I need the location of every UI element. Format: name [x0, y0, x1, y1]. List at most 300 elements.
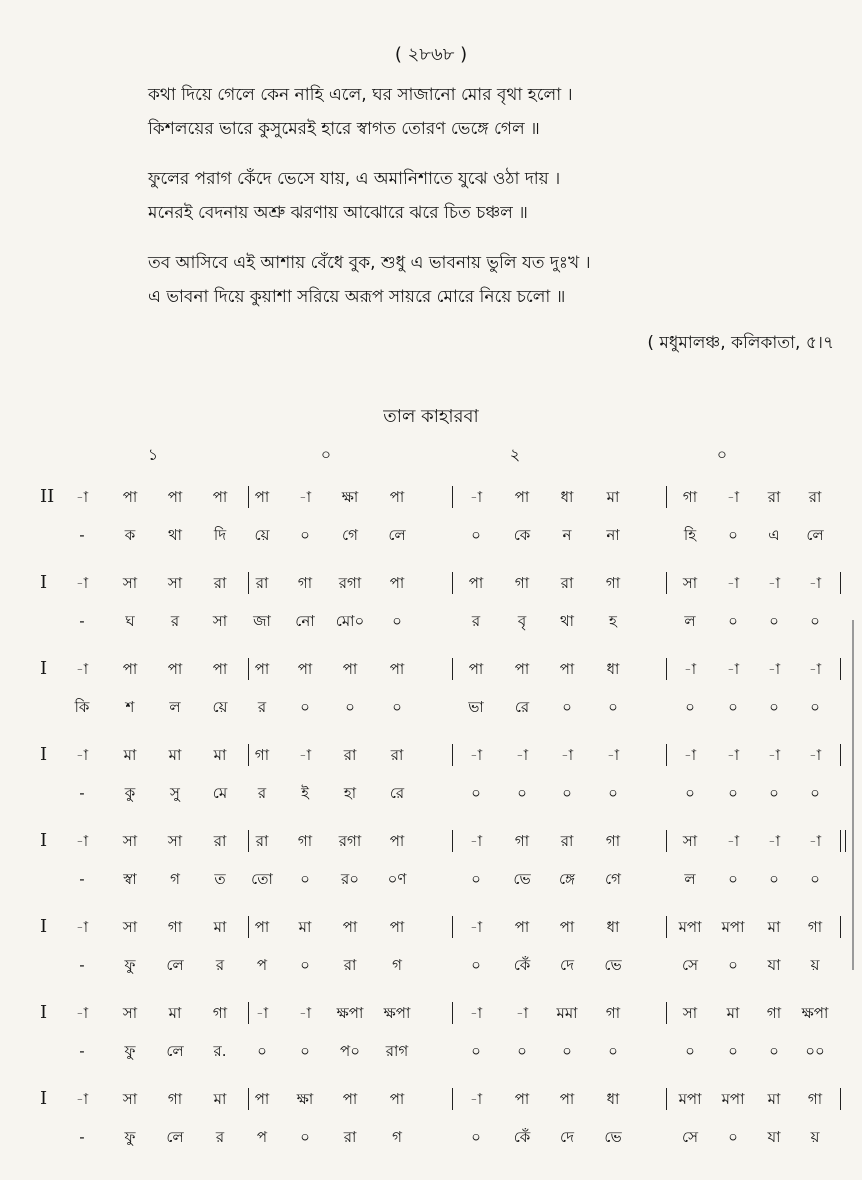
swara-note: গা	[167, 918, 183, 936]
lyric-syllable: ই	[301, 784, 309, 802]
lyric-syllable: য়	[810, 1128, 820, 1146]
lyric-syllable: ঙ্গে	[558, 870, 576, 888]
lyric-syllable: ০	[728, 526, 738, 544]
vibhag-bar	[666, 486, 667, 508]
swara-note: -া	[726, 832, 740, 850]
lyric-syllable: র	[170, 612, 180, 630]
lyric-syllable: -	[79, 870, 85, 888]
lyric-syllable: ০	[685, 784, 695, 802]
row-start-bar: I	[40, 744, 48, 765]
swara-note: সা	[682, 574, 698, 592]
lyric-syllable: ০	[728, 1042, 738, 1060]
swara-note: -া	[767, 832, 781, 850]
swara-note: গা	[254, 746, 270, 764]
lyric-syllable: রে	[389, 784, 405, 802]
row-start-bar: I	[40, 1002, 48, 1023]
swara-note: গা	[807, 1090, 823, 1108]
vibhag-bar	[452, 658, 453, 680]
swara-note: মা	[606, 488, 620, 506]
lyric-syllable: না	[606, 526, 620, 544]
lyric-syllable: ০ণ	[387, 870, 407, 888]
swara-note: গা	[682, 488, 698, 506]
row-end-bar	[840, 658, 841, 680]
lyric-syllable: গ	[392, 1128, 402, 1146]
swara-note: -া	[75, 1090, 89, 1108]
lyric-syllable: ফু	[124, 1128, 136, 1146]
lyric-line: কথা দিয়ে গেলে কেন নাহি এলে, ঘর সাজানো মোর বৃথা হলো ।	[148, 85, 573, 105]
swara-note: রা	[255, 832, 269, 850]
swara-note: সা	[122, 918, 138, 936]
lyric-syllable: ০	[685, 698, 695, 716]
swara-note: -া	[515, 1004, 529, 1022]
row-start-bar: I	[40, 916, 48, 937]
lyric-syllable: ০	[769, 870, 779, 888]
swara-note: সা	[167, 574, 183, 592]
swara-note: পা	[342, 1090, 358, 1108]
swara-note: পা	[122, 660, 138, 678]
swara-note: -া	[808, 746, 822, 764]
vibhag-bar	[666, 1088, 667, 1110]
lyric-syllable: ০	[608, 784, 618, 802]
swara-note: পা	[389, 1090, 405, 1108]
lyric-syllable: দে	[560, 1128, 574, 1146]
lyric-syllable: ল	[684, 870, 696, 888]
beat-marker-3: ২	[509, 445, 521, 464]
swara-note: রা	[808, 488, 822, 506]
row-end-bar	[840, 916, 841, 938]
lyric-syllable: য়ে	[254, 526, 270, 544]
lyric-syllable: কেঁ	[513, 1128, 531, 1146]
vibhag-bar	[666, 916, 667, 938]
swara-note: পা	[342, 660, 358, 678]
lyric-syllable: রাগ	[385, 1042, 409, 1060]
swara-row	[0, 478, 862, 516]
swara-note: -া	[75, 488, 89, 506]
lyric-syllable: কেঁ	[513, 956, 531, 974]
lyric-syllable: নো	[295, 612, 315, 630]
swara-note: ক্ষপা	[336, 1004, 364, 1022]
row-start-bar: I	[40, 572, 48, 593]
lyric-syllable: লে	[388, 526, 406, 544]
swara-note: ক্ষপা	[383, 1004, 411, 1022]
swara-note: গা	[297, 574, 313, 592]
swara-note: মা	[213, 918, 227, 936]
vibhag-bar	[666, 572, 667, 594]
row-start-bar: I	[40, 830, 48, 851]
lyric-syllable: ভে	[513, 870, 531, 888]
syllable-row	[0, 516, 862, 554]
swara-note: ক্ষপা	[801, 1004, 829, 1022]
lyric-syllable: সু	[170, 784, 180, 802]
swara-note: গা	[605, 574, 621, 592]
lyric-syllable: রা	[343, 956, 357, 974]
lyric-syllable: ভে	[604, 956, 622, 974]
swara-note: পা	[514, 488, 530, 506]
swara-note: গা	[605, 1004, 621, 1022]
swara-note: -া	[75, 574, 89, 592]
swara-note: পা	[389, 660, 405, 678]
lyric-syllable: সে	[682, 1128, 698, 1146]
swara-note: -া	[75, 660, 89, 678]
syllable-row	[0, 1032, 862, 1070]
swara-note: পা	[254, 660, 270, 678]
syllable-row	[0, 860, 862, 898]
swara-note: মা	[767, 918, 781, 936]
swara-row	[0, 650, 862, 688]
swara-note: গা	[297, 832, 313, 850]
swara-note: -া	[560, 746, 574, 764]
row-end-bar	[840, 830, 846, 852]
lyric-syllable: ০	[562, 1042, 572, 1060]
swara-note: পা	[389, 918, 405, 936]
lyric-syllable: যা	[767, 956, 781, 974]
row-start-bar: II	[40, 486, 55, 507]
swara-note: -া	[726, 660, 740, 678]
lyric-syllable: প০	[340, 1042, 360, 1060]
swara-note: -া	[726, 574, 740, 592]
lyric-syllable: ০	[728, 956, 738, 974]
lyric-syllable: য়	[810, 956, 820, 974]
swara-note: গা	[766, 1004, 782, 1022]
lyric-syllable: দি	[213, 526, 227, 544]
swara-note: ধা	[606, 918, 620, 936]
swara-note: -া	[767, 574, 781, 592]
syllable-row	[0, 1118, 862, 1156]
lyric-syllable: র	[257, 698, 267, 716]
lyric-syllable: কু	[124, 784, 136, 802]
lyric-syllable: -	[79, 784, 85, 802]
lyric-syllable: ঘ	[125, 612, 135, 630]
lyric-syllable: -	[79, 612, 85, 630]
swara-note: রা	[213, 832, 227, 850]
swara-note: মপা	[678, 918, 702, 936]
lyric-syllable: য়ে	[212, 698, 228, 716]
lyric-syllable: ০	[257, 1042, 267, 1060]
lyric-syllable: থা	[167, 526, 183, 544]
stanza-gap	[148, 230, 838, 246]
swara-note: মপা	[721, 1090, 745, 1108]
lyric-syllable: র০	[340, 870, 359, 888]
swara-note: ধা	[606, 1090, 620, 1108]
lyric-syllable: ০	[728, 784, 738, 802]
lyric-syllable: স্বা	[123, 870, 137, 888]
beat-marker-4: ০	[716, 445, 728, 464]
vibhag-bar	[452, 1088, 453, 1110]
lyric-syllable: র	[215, 1128, 225, 1146]
lyric-syllable: ০	[392, 612, 402, 630]
swara-note: সা	[122, 832, 138, 850]
lyric-syllable: মো০	[335, 612, 365, 630]
swara-note: পা	[212, 660, 228, 678]
lyric-syllable: ০	[300, 956, 310, 974]
lyric-syllable: ন	[562, 526, 572, 544]
lyric-syllable: ০	[728, 698, 738, 716]
lyric-syllable: ০	[608, 1042, 618, 1060]
lyric-syllable: দে	[560, 956, 574, 974]
lyric-line: তব আসিবে এই আশায় বেঁধে বুক, শুধু এ ভাবনায় ভুলি যত দুঃখ ।	[148, 253, 591, 273]
swara-note: -া	[469, 1090, 483, 1108]
swara-note: -া	[683, 746, 697, 764]
swara-row	[0, 1080, 862, 1118]
swara-note: পা	[167, 660, 183, 678]
swara-note: -া	[469, 746, 483, 764]
swara-note: মা	[168, 746, 182, 764]
lyric-syllable: ০	[769, 1042, 779, 1060]
vibhag-bar	[452, 830, 453, 852]
swara-note: -া	[767, 660, 781, 678]
swara-note: -া	[808, 660, 822, 678]
swara-note: -া	[469, 918, 483, 936]
swara-note: -া	[515, 746, 529, 764]
swara-note: ক্ষা	[296, 1090, 314, 1108]
swara-note: ক্ষা	[341, 488, 359, 506]
swara-note: -া	[469, 488, 483, 506]
lyric-line: কিশলয়ের ভারে কুসুমেরই হারে স্বাগত তোরণ ভেঙ্গে গেল ॥	[148, 119, 540, 139]
swara-note: সা	[122, 1004, 138, 1022]
swara-note: -া	[255, 1004, 269, 1022]
song-credit: ( মধুমালঞ্চ, কলিকাতা, ৫।৭	[647, 333, 834, 353]
swara-note: -া	[726, 488, 740, 506]
lyric-syllable: তো	[251, 870, 273, 888]
swara-note: গা	[212, 1004, 228, 1022]
lyric-syllable: ভে	[604, 1128, 622, 1146]
lyric-syllable: লে	[166, 1128, 184, 1146]
swara-note: রা	[213, 574, 227, 592]
swara-note: রা	[343, 746, 357, 764]
swara-note: গা	[514, 574, 530, 592]
vibhag-bar	[666, 1002, 667, 1024]
lyric-syllable: কে	[513, 526, 531, 544]
notation-table	[0, 478, 862, 1166]
swara-note: -া	[75, 1004, 89, 1022]
swara-note: পা	[122, 488, 138, 506]
lyric-syllable: থা	[559, 612, 575, 630]
swara-note: -া	[298, 746, 312, 764]
lyric-syllable: ০	[810, 698, 820, 716]
swara-note: পা	[297, 660, 313, 678]
swara-note: পা	[468, 574, 484, 592]
swara-note: মা	[168, 1004, 182, 1022]
swara-note: -া	[469, 832, 483, 850]
swara-row	[0, 994, 862, 1032]
lyric-syllable: ০	[471, 784, 481, 802]
lyric-line: ফুলের পরাগ কেঁদে ভেসে যায়, এ অমানিশাতে যুঝে ওঠা দায় ।	[148, 169, 561, 189]
syllable-row	[0, 602, 862, 640]
swara-note: -া	[767, 746, 781, 764]
swara-note: ধা	[606, 660, 620, 678]
swara-note: সা	[122, 1090, 138, 1108]
page-number: ( ২৮৬৮ )	[394, 44, 468, 65]
lyric-syllable: ক	[124, 526, 136, 544]
swara-note: সা	[122, 574, 138, 592]
row-end-bar	[840, 1088, 841, 1110]
swara-note: -া	[75, 746, 89, 764]
lyric-syllable: ০০	[805, 1042, 825, 1060]
lyric-syllable: ০	[685, 1042, 695, 1060]
lyric-syllable: ০	[392, 698, 402, 716]
lyric-syllable: যা	[767, 1128, 781, 1146]
lyric-syllable: -	[79, 1042, 85, 1060]
beat-marker-2: ০	[320, 445, 332, 464]
beat-marker-1: ১	[147, 445, 159, 464]
swara-note: পা	[389, 832, 405, 850]
lyric-syllable: ০	[810, 784, 820, 802]
row-end-bar	[840, 572, 841, 594]
lyric-syllable: গ	[392, 956, 402, 974]
lyric-syllable: হ	[609, 612, 617, 630]
syllable-row	[0, 774, 862, 812]
lyric-syllable: গ	[170, 870, 180, 888]
swara-note: পা	[559, 918, 575, 936]
lyric-syllable: শ	[125, 698, 135, 716]
swara-note: সা	[167, 832, 183, 850]
swara-note: পা	[212, 488, 228, 506]
swara-note: মপা	[721, 918, 745, 936]
lyric-syllable: হি	[683, 526, 697, 544]
swara-note: মা	[767, 1090, 781, 1108]
swara-note: ধা	[560, 488, 574, 506]
swara-note: মা	[213, 746, 227, 764]
lyric-syllable: ০	[300, 1128, 310, 1146]
lyric-syllable: ০	[728, 870, 738, 888]
lyric-syllable: ০	[562, 784, 572, 802]
swara-row	[0, 736, 862, 774]
swara-note: গা	[514, 832, 530, 850]
swara-row	[0, 822, 862, 860]
swara-note: গা	[807, 918, 823, 936]
swara-row	[0, 564, 862, 602]
swara-note: পা	[559, 1090, 575, 1108]
stanza-gap	[148, 146, 838, 162]
vibhag-bar	[452, 1002, 453, 1024]
swara-note: গা	[167, 1090, 183, 1108]
swara-note: পা	[342, 918, 358, 936]
lyric-syllable: ০	[608, 698, 618, 716]
lyric-syllable: ০	[728, 1128, 738, 1146]
lyric-syllable: র.	[213, 1042, 227, 1060]
swara-note: পা	[514, 1090, 530, 1108]
swara-note: রা	[390, 746, 404, 764]
swara-note: -া	[75, 832, 89, 850]
lyric-syllable: ০	[471, 870, 481, 888]
swara-note: গা	[605, 832, 621, 850]
lyric-syllable: -	[79, 956, 85, 974]
lyric-syllable: প	[256, 1128, 268, 1146]
lyric-syllable: গে	[605, 870, 621, 888]
lyric-syllable: ০	[471, 1042, 481, 1060]
vibhag-bar	[666, 658, 667, 680]
swara-note: -া	[808, 574, 822, 592]
swara-note: পা	[559, 660, 575, 678]
swara-note: রা	[560, 574, 574, 592]
lyric-syllable: লে	[166, 956, 184, 974]
lyric-syllable: সে	[682, 956, 698, 974]
lyric-syllable: ০	[300, 698, 310, 716]
lyric-syllable: ০	[471, 526, 481, 544]
vibhag-bar	[452, 916, 453, 938]
swara-note: -া	[606, 746, 620, 764]
lyric-syllable: গে	[342, 526, 358, 544]
swara-note: মপা	[678, 1090, 702, 1108]
lyric-syllable: রা	[343, 1128, 357, 1146]
lyric-syllable: এ	[768, 526, 780, 544]
syllable-row	[0, 688, 862, 726]
lyric-syllable: ০	[345, 698, 355, 716]
vibhag-bar	[452, 486, 453, 508]
swara-note: -া	[726, 746, 740, 764]
swara-note: রগা	[338, 574, 362, 592]
page-edge-rule	[852, 620, 854, 970]
swara-note: -া	[75, 918, 89, 936]
lyric-syllable: ০	[810, 870, 820, 888]
swara-note: মমা	[556, 1004, 578, 1022]
swara-note: সা	[682, 1004, 698, 1022]
swara-note: পা	[254, 918, 270, 936]
swara-note: মা	[123, 746, 137, 764]
lyric-syllable: -	[79, 1128, 85, 1146]
lyric-syllable: ০	[810, 612, 820, 630]
swara-note: রা	[560, 832, 574, 850]
swara-note: পা	[514, 918, 530, 936]
lyric-syllable: জা	[253, 612, 271, 630]
lyric-syllable: প	[256, 956, 268, 974]
swara-note: মা	[726, 1004, 740, 1022]
lyric-line: এ ভাবনা দিয়ে কুয়াশা সরিয়ে অরূপ সায়রে মোরে নিয়ে চলো ॥	[148, 287, 566, 307]
swara-note: পা	[468, 660, 484, 678]
vibhag-bar	[666, 830, 667, 852]
lyric-syllable: ফু	[124, 956, 136, 974]
swara-note: -া	[683, 660, 697, 678]
lyric-syllable: ল	[684, 612, 696, 630]
row-start-bar: I	[40, 658, 48, 679]
syllable-row	[0, 946, 862, 984]
swara-note: রা	[767, 488, 781, 506]
swara-note: -া	[469, 1004, 483, 1022]
lyric-syllable: সা	[212, 612, 228, 630]
lyric-syllable: কি	[74, 698, 90, 716]
swara-note: পা	[254, 1090, 270, 1108]
lyric-syllable: লে	[806, 526, 824, 544]
row-start-bar: I	[40, 1088, 48, 1109]
lyric-syllable: ০	[471, 956, 481, 974]
lyric-syllable: র	[471, 612, 481, 630]
lyric-syllable: ০	[728, 612, 738, 630]
lyric-syllable: ০	[300, 870, 310, 888]
lyric-syllable: র	[257, 784, 267, 802]
lyric-syllable: ০	[300, 526, 310, 544]
lyric-syllable: ০	[769, 784, 779, 802]
lyric-syllable: ০	[769, 698, 779, 716]
lyric-syllable: ০	[517, 1042, 527, 1060]
vibhag-bar	[666, 744, 667, 766]
lyric-line: মনেরই বেদনায় অশ্রু ঝরণায় আঝোরে ঝরে চিত চঞ্চল ॥	[148, 203, 528, 223]
swara-note: পা	[167, 488, 183, 506]
lyric-syllable: বৃ	[517, 612, 527, 630]
swara-row	[0, 908, 862, 946]
lyric-syllable: ভা	[468, 698, 484, 716]
swara-note: মা	[298, 918, 312, 936]
lyrics-block	[148, 78, 838, 314]
swara-note: মা	[213, 1090, 227, 1108]
lyric-syllable: ০	[471, 1128, 481, 1146]
lyric-syllable: র	[215, 956, 225, 974]
lyric-syllable: ০	[300, 1042, 310, 1060]
swara-note: সা	[682, 832, 698, 850]
swara-note: পা	[389, 488, 405, 506]
lyric-syllable: ফু	[124, 1042, 136, 1060]
lyric-syllable: ০	[562, 698, 572, 716]
swara-note: -া	[808, 832, 822, 850]
